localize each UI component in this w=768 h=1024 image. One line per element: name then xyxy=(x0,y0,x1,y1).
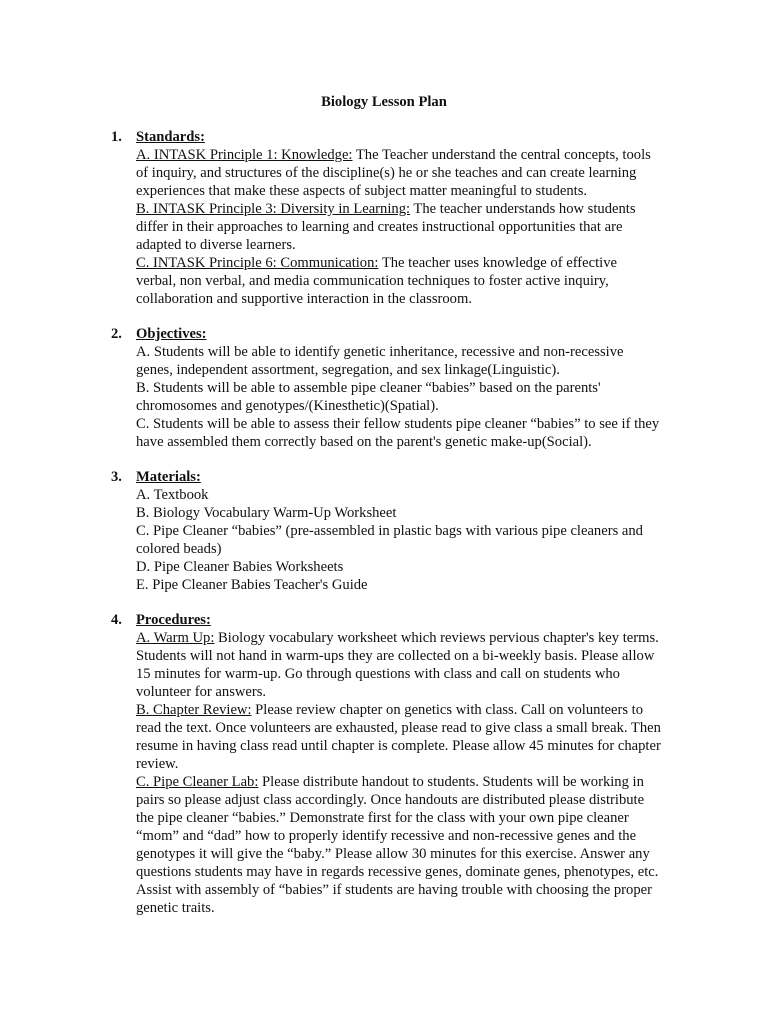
procedure-c-text: the pipe cleaner “babies.” Demonstrate first for the class with your own pipe cleaner xyxy=(136,810,629,826)
standard-a-text: experiences that make these aspects of subject matter meaningful to students. xyxy=(136,183,588,199)
section-body xyxy=(136,343,671,451)
objective-line: B. Students will be able to assemble pipe cleaner “babies” based on the parents' xyxy=(136,380,601,396)
material-item: B. Biology Vocabulary Warm-Up Worksheet xyxy=(136,505,397,521)
section-heading: Materials: xyxy=(136,469,201,485)
section-heading: Standards: xyxy=(136,129,205,145)
section-objectives xyxy=(111,325,671,451)
standard-b-line xyxy=(136,200,671,218)
procedure-b-text: resume in having class read until chapter is complete. Please allow 45 minutes for chapter xyxy=(136,738,661,754)
standard-a-text: The Teacher understand the central concepts, tools xyxy=(352,147,651,163)
material-item: A. Textbook xyxy=(136,487,209,503)
procedure-c-text: pairs so please adjust class accordingly. Once handouts are distributed please distribute xyxy=(136,792,645,808)
procedure-c-label: C. Pipe Cleaner Lab: xyxy=(136,774,259,790)
section-number: 1. xyxy=(111,129,122,145)
procedure-c-text: genetic traits. xyxy=(136,900,215,916)
section-header xyxy=(111,128,671,146)
standard-c-line xyxy=(136,254,671,272)
section-materials xyxy=(111,468,671,594)
procedure-c-text: Assist with assembly of “babies” if students are having trouble with choosing the proper xyxy=(136,882,652,898)
standard-b-text: differ in their approaches to learning and creates instructional opportunities that are xyxy=(136,219,623,235)
procedure-a-text: Students will not hand in warm-ups they are collected on a bi-weekly basis. Please allow xyxy=(136,648,655,664)
material-item: C. Pipe Cleaner “babies” (pre-assembled in plastic bags with various pipe cleaners and xyxy=(136,523,643,539)
objective-line: genes, independent assortment, segregation, and sex linkage(Linguistic). xyxy=(136,362,560,378)
objective-line: chromosomes and genotypes/(Kinesthetic)(Spatial). xyxy=(136,398,439,414)
section-standards xyxy=(111,128,671,308)
standard-b-label: B. INTASK Principle 3: Diversity in Learning: xyxy=(136,201,411,217)
standard-c-label: C. INTASK Principle 6: Communication: xyxy=(136,255,379,271)
objective-line: have assembled them correctly based on the parent's genetic make-up(Social). xyxy=(136,434,592,450)
section-heading: Procedures: xyxy=(136,612,211,628)
standard-b-text: The teacher understands how students xyxy=(410,201,636,217)
procedure-b-text: review. xyxy=(136,756,179,772)
section-heading: Objectives: xyxy=(136,326,207,342)
section-number: 4. xyxy=(111,612,122,628)
procedure-b-line xyxy=(136,701,671,719)
procedure-c-text: “mom” and “dad” how to properly identify recessive and non-recessive genes and the xyxy=(136,828,637,844)
standard-c-text: verbal, non verbal, and media communication techniques to foster active inquiry, xyxy=(136,273,609,289)
procedure-a-label: A. Warm Up: xyxy=(136,630,215,646)
standard-b-text: adapted to diverse learners. xyxy=(136,237,296,253)
procedure-a-text: Biology vocabulary worksheet which reviews pervious chapter's key terms. xyxy=(214,630,659,646)
section-body xyxy=(136,146,671,308)
procedure-c-text: Please distribute handout to students. Students will be working in xyxy=(258,774,644,790)
procedure-c-text: questions students may have in regards recessive genes, dominate genes, phenotypes, etc. xyxy=(136,864,659,880)
procedure-c-line xyxy=(136,773,671,791)
section-number: 2. xyxy=(111,326,122,342)
section-header xyxy=(111,611,671,629)
procedure-b-label: B. Chapter Review: xyxy=(136,702,252,718)
objective-line: C. Students will be able to assess their fellow students pipe cleaner “babies” to see if they xyxy=(136,416,660,432)
standard-a-text: of inquiry, and structures of the discipline(s) he or she teaches and can create learning xyxy=(136,165,637,181)
objective-line: A. Students will be able to identify genetic inheritance, recessive and non-recessive xyxy=(136,344,624,360)
procedure-a-line xyxy=(136,629,671,647)
standard-a-line xyxy=(136,146,671,164)
section-body xyxy=(136,486,671,594)
material-item: E. Pipe Cleaner Babies Teacher's Guide xyxy=(136,577,368,593)
standard-a-label: A. INTASK Principle 1: Knowledge: xyxy=(136,147,353,163)
document-title: Biology Lesson Plan xyxy=(321,94,447,110)
section-body xyxy=(136,629,671,917)
material-item: D. Pipe Cleaner Babies Worksheets xyxy=(136,559,344,575)
section-procedures xyxy=(111,611,671,917)
procedure-a-text: volunteer for answers. xyxy=(136,684,267,700)
standard-c-text: The teacher uses knowledge of effective xyxy=(378,255,617,271)
section-number: 3. xyxy=(111,469,122,485)
procedure-b-text: read the text. Once volunteers are exhausted, please read to give class a small break. Then xyxy=(136,720,661,736)
procedure-b-text: Please review chapter on genetics with class. Call on volunteers to xyxy=(251,702,644,718)
procedure-c-text: genotypes it will give the “baby.” Please allow 30 minutes for this exercise. Answer any xyxy=(136,846,650,862)
section-header xyxy=(111,325,671,343)
material-item: colored beads) xyxy=(136,541,222,557)
standard-c-text: collaboration and supportive interaction in the classroom. xyxy=(136,291,472,307)
section-header xyxy=(111,468,671,486)
procedure-a-text: 15 minutes for warm-up. Go through questions with class and call on students who xyxy=(136,666,620,682)
